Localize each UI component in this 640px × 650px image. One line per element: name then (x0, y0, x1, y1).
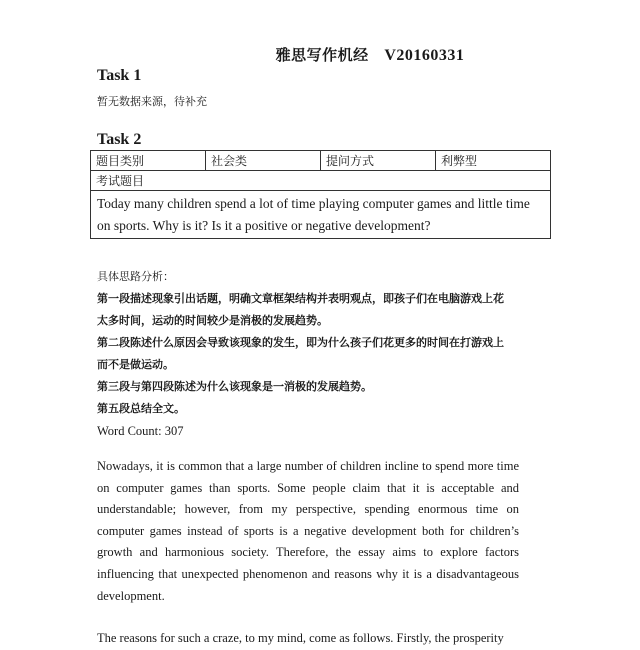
exam-question-cell: Today many children spend a lot of time playing computer games and little time on sports. Why is it? Is it a positive or negative development? (91, 191, 551, 239)
essay-paragraph-2: The reasons for such a craze, to my mind, come as follows. Firstly, the prosperity (97, 631, 504, 645)
category-value-cell: 社会类 (206, 151, 321, 171)
analysis-section (97, 266, 537, 442)
analysis-line: 第一段描述现象引出话题，明确文章框架结构并表明观点，即孩子们在电脑游戏上花 (97, 292, 504, 305)
task2-info-table (90, 150, 551, 239)
analysis-line: 第五段总结全文。 (97, 402, 185, 415)
title-version-code: V20160331 (384, 47, 465, 64)
task1-heading: Task 1 (97, 67, 142, 84)
analysis-line: 第二段陈述什么原因会导致该现象的发生，即为什么孩子们花更多的时间在打游戏上 (97, 336, 504, 349)
table-row (91, 151, 551, 171)
category-label-cell: 题目类别 (91, 151, 206, 171)
word-count: Word Count: 307 (97, 424, 184, 438)
task2-heading: Task 2 (97, 131, 142, 148)
question-type-value-cell: 利弊型 (436, 151, 551, 171)
analysis-header: 具体思路分析： (97, 270, 174, 283)
title-chinese: 雅思写作机经 (275, 46, 369, 64)
table-row (91, 171, 551, 191)
exam-question-label-cell: 考试题目 (91, 171, 551, 191)
analysis-line: 而不是做运动。 (97, 358, 174, 371)
document-title (0, 44, 640, 65)
analysis-line: 第三段与第四段陈述为什么该现象是一消极的发展趋势。 (97, 380, 372, 393)
task1-note: 暂无数据来源，待补充 (97, 95, 207, 108)
question-type-label-cell: 提问方式 (321, 151, 436, 171)
essay-paragraph-1: Nowadays, it is common that a large number of children incline to spend more time on computer games than sports. Some people claim that it is acceptable and understandable; however, from my perspective, spending enormous time on computer games instead of sports is a negative development both for children’s growth and harmonious society. Therefore, the essay aims to explore factors influencing that unexpected phenomenon and reasons why it is a disadvantageous development. (97, 459, 519, 603)
analysis-line: 太多时间，运动的时间较少是消极的发展趋势。 (97, 314, 328, 327)
table-row (91, 191, 551, 239)
